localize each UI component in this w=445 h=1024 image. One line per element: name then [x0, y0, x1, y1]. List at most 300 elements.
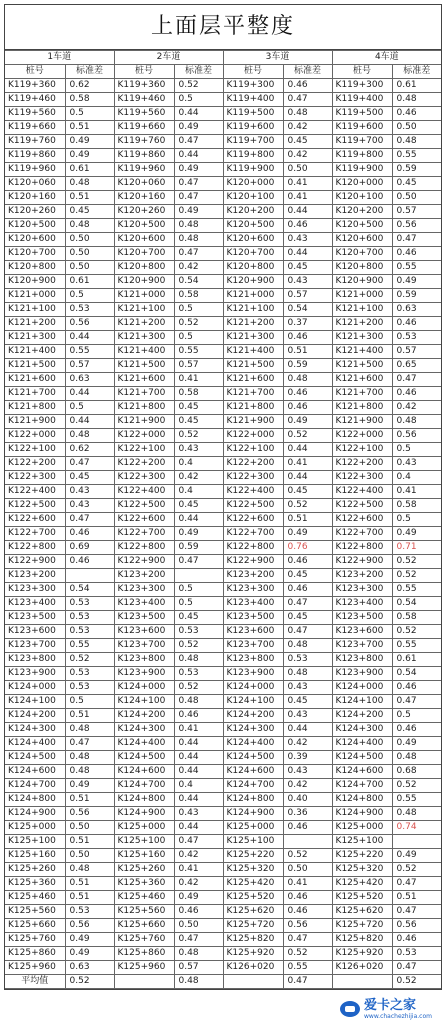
std-value-cell: 0.47: [283, 597, 332, 611]
station-cell: K124+600: [5, 765, 65, 779]
std-value-cell: 0.47: [174, 135, 223, 149]
average-label: [114, 975, 174, 989]
station-cell: K125+360: [5, 877, 65, 891]
std-value-cell: 0.50: [392, 121, 441, 135]
std-value-cell: 0.47: [283, 933, 332, 947]
watermark-url: www.chachezhijia.com: [364, 1012, 433, 1020]
std-value-cell: 0.48: [283, 639, 332, 653]
table-row: [5, 499, 441, 513]
std-value-cell: 0.45: [174, 611, 223, 625]
station-cell: K125+160: [114, 849, 174, 863]
table-row: [5, 695, 441, 709]
station-cell: K124+400: [114, 737, 174, 751]
std-value-cell: 0.41: [283, 191, 332, 205]
station-cell: K123+600: [332, 625, 392, 639]
std-value-cell: 0.46: [174, 709, 223, 723]
lane-3-header: 3车道: [223, 51, 332, 65]
table-row: [5, 289, 441, 303]
table-row: [5, 275, 441, 289]
station-cell: K123+300: [5, 583, 65, 597]
table-row: [5, 191, 441, 205]
lane-1-header: 1车道: [5, 51, 114, 65]
station-cell: K123+200: [114, 569, 174, 583]
std-value-cell: 0.48: [65, 863, 114, 877]
std-value-cell: 0.49: [174, 527, 223, 541]
table-row: [5, 121, 441, 135]
station-cell: K125+260: [5, 863, 65, 877]
station-cell: K124+800: [5, 793, 65, 807]
station-cell: K122+700: [332, 527, 392, 541]
station-cell: K125+160: [5, 849, 65, 863]
std-value-cell: 0.47: [174, 191, 223, 205]
std-value-cell: 0.45: [283, 695, 332, 709]
std-value-cell: 0.48: [283, 107, 332, 121]
table-body: [5, 51, 441, 989]
std-value-cell: 0.52: [392, 625, 441, 639]
station-cell: K119+660: [114, 121, 174, 135]
std-value-cell: 0.44: [174, 513, 223, 527]
std-value-cell: 0.51: [65, 709, 114, 723]
std-value-cell: 0.4: [174, 457, 223, 471]
station-cell: K124+600: [223, 765, 283, 779]
std-value-cell: 0.47: [392, 905, 441, 919]
station-cell: K125+660: [114, 919, 174, 933]
std-value-cell: 0.49: [392, 849, 441, 863]
std-value-cell: 0.71: [392, 541, 441, 555]
std-value-cell: 0.59: [392, 289, 441, 303]
table-row: [5, 485, 441, 499]
table-row: [5, 331, 441, 345]
station-cell: K121+800: [114, 401, 174, 415]
station-cell: K121+600: [5, 373, 65, 387]
station-cell: K125+000: [223, 821, 283, 835]
std-value-cell: 0.5: [174, 583, 223, 597]
station-cell: K121+100: [5, 303, 65, 317]
station-cell: K123+400: [114, 597, 174, 611]
std-value-cell: 0.54: [283, 303, 332, 317]
station-cell: K120+100: [223, 191, 283, 205]
std-value-cell: 0.5: [65, 695, 114, 709]
std-value-cell: 0.46: [283, 891, 332, 905]
table-row: [5, 737, 441, 751]
station-cell: K119+460: [5, 93, 65, 107]
station-header: 桩号: [114, 65, 174, 79]
std-value-cell: 0.44: [65, 387, 114, 401]
station-cell: K121+900: [5, 415, 65, 429]
station-cell: K124+200: [114, 709, 174, 723]
std-value-cell: 0.52: [174, 317, 223, 331]
station-cell: K122+200: [332, 457, 392, 471]
std-value-cell: 0.42: [283, 149, 332, 163]
station-cell: K120+800: [332, 261, 392, 275]
station-cell: K124+500: [5, 751, 65, 765]
std-value-cell: 0.44: [283, 443, 332, 457]
std-value-cell: 0.42: [174, 471, 223, 485]
station-cell: K125+760: [5, 933, 65, 947]
station-cell: K121+500: [223, 359, 283, 373]
std-value-cell: 0.46: [283, 219, 332, 233]
station-cell: K121+500: [5, 359, 65, 373]
station-cell: K120+900: [114, 275, 174, 289]
station-cell: K122+000: [114, 429, 174, 443]
lane-2-header: 2车道: [114, 51, 223, 65]
station-cell: K122+500: [332, 499, 392, 513]
station-cell: K123+500: [223, 611, 283, 625]
std-value-cell: 0.47: [283, 93, 332, 107]
station-cell: K122+200: [5, 457, 65, 471]
station-cell: K125+000: [5, 821, 65, 835]
std-value-cell: 0.49: [392, 275, 441, 289]
std-value-cell: 0.50: [65, 821, 114, 835]
table-row: [5, 751, 441, 765]
std-value-cell: 0.49: [65, 933, 114, 947]
std-value-cell: 0.48: [174, 695, 223, 709]
report-title: 上面层平整度: [5, 5, 441, 50]
std-value-cell: 0.56: [392, 219, 441, 233]
std-value-cell: 0.5: [174, 93, 223, 107]
std-value-cell: 0.48: [65, 429, 114, 443]
station-cell: K125+520: [332, 891, 392, 905]
station-cell: K125+360: [114, 877, 174, 891]
station-cell: K123+300: [332, 583, 392, 597]
station-cell: K122+900: [223, 555, 283, 569]
table-row: [5, 429, 441, 443]
std-value-cell: 0.45: [65, 205, 114, 219]
station-cell: K122+300: [5, 471, 65, 485]
station-cell: K122+300: [332, 471, 392, 485]
station-cell: K119+700: [332, 135, 392, 149]
std-value-cell: 0.57: [174, 961, 223, 975]
table-row: [5, 247, 441, 261]
station-cell: K125+860: [5, 947, 65, 961]
std-value-cell: 0.4: [392, 471, 441, 485]
std-value-cell: 0.61: [65, 275, 114, 289]
std-value-cell: 0.47: [65, 737, 114, 751]
station-cell: K119+760: [114, 135, 174, 149]
station-cell: K121+700: [114, 387, 174, 401]
std-value-cell: 0.47: [174, 177, 223, 191]
std-value-cell: 0.43: [65, 485, 114, 499]
std-value-cell: 0.56: [283, 919, 332, 933]
station-cell: K125+920: [332, 947, 392, 961]
station-cell: K124+500: [332, 751, 392, 765]
table-row: [5, 205, 441, 219]
station-cell: K124+400: [5, 737, 65, 751]
std-value-cell: 0.53: [65, 905, 114, 919]
std-value-cell: 0.36: [283, 807, 332, 821]
std-value-cell: 0.46: [392, 247, 441, 261]
station-cell: K120+700: [332, 247, 392, 261]
station-cell: K123+900: [332, 667, 392, 681]
std-value-cell: 0.45: [174, 415, 223, 429]
std-value-cell: 0.69: [65, 541, 114, 555]
std-value-cell: 0.45: [283, 569, 332, 583]
std-value-cell: 0.42: [174, 261, 223, 275]
station-cell: K122+700: [5, 527, 65, 541]
table-row: [5, 457, 441, 471]
station-cell: K120+900: [5, 275, 65, 289]
station-cell: K125+320: [332, 863, 392, 877]
std-value-cell: 0.50: [283, 863, 332, 877]
std-value-cell: 0.47: [65, 457, 114, 471]
station-cell: K123+800: [223, 653, 283, 667]
std-value-cell: 0.5: [65, 401, 114, 415]
station-cell: K120+900: [223, 275, 283, 289]
std-value-cell: 0.44: [65, 331, 114, 345]
std-value-cell: 0.5: [65, 289, 114, 303]
std-value-cell: 0.46: [283, 555, 332, 569]
station-cell: K122+700: [223, 527, 283, 541]
std-value-cell: 0.53: [174, 667, 223, 681]
std-value-cell: 0.47: [392, 233, 441, 247]
std-value-cell: 0.55: [392, 793, 441, 807]
station-cell: K123+500: [114, 611, 174, 625]
std-value-cell: 0.55: [283, 961, 332, 975]
std-value-cell: 0.40: [283, 793, 332, 807]
station-cell: K125+820: [223, 933, 283, 947]
station-cell: K124+300: [223, 723, 283, 737]
station-cell: K125+860: [114, 947, 174, 961]
std-value-cell: 0.46: [174, 905, 223, 919]
station-cell: K120+700: [223, 247, 283, 261]
table-row: [5, 821, 441, 835]
station-cell: K121+500: [332, 359, 392, 373]
std-value-cell: 0.54: [65, 583, 114, 597]
station-cell: K120+600: [223, 233, 283, 247]
std-value-cell: 0.46: [65, 555, 114, 569]
car-icon: [340, 1001, 360, 1017]
station-cell: K120+260: [114, 205, 174, 219]
table-row: [5, 639, 441, 653]
std-value-cell: 0.4: [174, 779, 223, 793]
table-row: [5, 947, 441, 961]
std-value-cell: 0.52: [283, 947, 332, 961]
std-value-cell: 0.43: [283, 275, 332, 289]
station-cell: K122+800: [5, 541, 65, 555]
table-row: [5, 919, 441, 933]
std-value-cell: 0.42: [283, 779, 332, 793]
table-row: [5, 569, 441, 583]
station-cell: K122+100: [332, 443, 392, 457]
station-cell: K121+100: [332, 303, 392, 317]
std-value-cell: 0.46: [283, 387, 332, 401]
std-value-cell: 0.44: [174, 751, 223, 765]
station-cell: K125+220: [223, 849, 283, 863]
station-cell: K126+020: [223, 961, 283, 975]
std-value-cell: 0.48: [65, 219, 114, 233]
std-value-cell: 0.47: [174, 555, 223, 569]
average-label: [332, 975, 392, 989]
std-value-cell: 0.51: [65, 191, 114, 205]
station-cell: K122+100: [114, 443, 174, 457]
std-value-cell: 0.52: [392, 863, 441, 877]
std-value-cell: 0.46: [283, 79, 332, 93]
table-row: [5, 107, 441, 121]
station-cell: K126+020: [332, 961, 392, 975]
std-value-cell: 0.50: [65, 247, 114, 261]
std-value-cell: 0.46: [392, 723, 441, 737]
std-value-cell: 0.50: [392, 191, 441, 205]
std-value-cell: 0.48: [174, 219, 223, 233]
station-cell: K122+800: [223, 541, 283, 555]
station-cell: K119+900: [223, 163, 283, 177]
station-cell: K123+700: [332, 639, 392, 653]
table-row: [5, 779, 441, 793]
std-value-cell: 0.52: [283, 499, 332, 513]
station-cell: K122+900: [5, 555, 65, 569]
std-value-cell: [174, 569, 223, 583]
std-value-cell: 0.50: [65, 261, 114, 275]
std-value-cell: 0.45: [174, 401, 223, 415]
std-value-cell: 0.44: [283, 471, 332, 485]
std-value-cell: 0.45: [283, 261, 332, 275]
station-cell: K122+900: [332, 555, 392, 569]
std-value-cell: 0.62: [65, 79, 114, 93]
std-value-cell: 0.54: [392, 667, 441, 681]
table-row: [5, 849, 441, 863]
std-value-cell: 0.58: [392, 611, 441, 625]
station-cell: K123+400: [5, 597, 65, 611]
std-value-cell: 0.50: [65, 849, 114, 863]
station-cell: K124+100: [5, 695, 65, 709]
std-value-cell: [283, 835, 332, 849]
table-row: [5, 163, 441, 177]
table-row: [5, 443, 441, 457]
std-value-cell: 0.50: [283, 163, 332, 177]
station-cell: K125+760: [114, 933, 174, 947]
station-cell: K122+500: [223, 499, 283, 513]
table-row: [5, 317, 441, 331]
std-value-cell: 0.49: [65, 779, 114, 793]
station-cell: K120+700: [5, 247, 65, 261]
station-cell: K124+300: [5, 723, 65, 737]
average-row: [5, 975, 441, 989]
std-value-cell: 0.52: [392, 779, 441, 793]
std-value-cell: [392, 835, 441, 849]
std-value-cell: 0.57: [392, 345, 441, 359]
station-cell: K119+560: [5, 107, 65, 121]
average-value: 0.52: [65, 975, 114, 989]
std-value-cell: 0.45: [283, 611, 332, 625]
station-cell: K119+300: [332, 79, 392, 93]
std-value-cell: 0.5: [174, 597, 223, 611]
std-value-cell: 0.41: [174, 723, 223, 737]
std-value-cell: 0.51: [283, 513, 332, 527]
std-value-cell: 0.76: [283, 541, 332, 555]
station-cell: K120+100: [332, 191, 392, 205]
std-value-cell: 0.53: [65, 681, 114, 695]
std-value-cell: 0.41: [283, 177, 332, 191]
std-value-cell: 0.49: [65, 149, 114, 163]
std-value-cell: 0.49: [65, 947, 114, 961]
station-cell: K121+000: [223, 289, 283, 303]
std-value-cell: 0.43: [283, 233, 332, 247]
std-value-cell: 0.48: [65, 177, 114, 191]
station-cell: K119+760: [5, 135, 65, 149]
station-cell: K120+500: [332, 219, 392, 233]
station-cell: K123+600: [223, 625, 283, 639]
std-value-cell: 0.59: [283, 359, 332, 373]
station-cell: K122+600: [5, 513, 65, 527]
std-value-cell: 0.48: [392, 135, 441, 149]
station-cell: K123+400: [223, 597, 283, 611]
station-cell: K121+800: [332, 401, 392, 415]
station-cell: K123+200: [5, 569, 65, 583]
std-value-cell: 0.53: [174, 625, 223, 639]
std-value-cell: 0.54: [392, 597, 441, 611]
report-sheet: [4, 4, 442, 990]
station-cell: K124+700: [223, 779, 283, 793]
table-row: [5, 807, 441, 821]
station-cell: K122+200: [223, 457, 283, 471]
std-value-cell: 0.47: [174, 933, 223, 947]
std-value-cell: 0.41: [174, 863, 223, 877]
std-value-cell: 0.53: [392, 947, 441, 961]
station-cell: K119+400: [332, 93, 392, 107]
table-row: [5, 667, 441, 681]
std-value-cell: 0.63: [392, 303, 441, 317]
std-value-cell: 0.58: [174, 289, 223, 303]
station-cell: K124+300: [114, 723, 174, 737]
table-row: [5, 149, 441, 163]
std-value-cell: 0.52: [283, 849, 332, 863]
std-value-cell: 0.46: [392, 107, 441, 121]
std-value-cell: 0.45: [283, 135, 332, 149]
station-cell: K122+300: [114, 471, 174, 485]
std-value-cell: 0.5: [174, 303, 223, 317]
station-cell: K121+000: [114, 289, 174, 303]
station-cell: K121+300: [223, 331, 283, 345]
std-value-cell: 0.57: [174, 359, 223, 373]
table-row: [5, 261, 441, 275]
std-value-cell: 0.39: [283, 751, 332, 765]
average-value: 0.47: [283, 975, 332, 989]
station-cell: K121+800: [223, 401, 283, 415]
std-value-cell: 0.63: [65, 373, 114, 387]
station-cell: K121+200: [223, 317, 283, 331]
station-cell: K121+600: [114, 373, 174, 387]
station-cell: K119+500: [332, 107, 392, 121]
station-cell: K125+460: [5, 891, 65, 905]
station-cell: K122+600: [332, 513, 392, 527]
station-cell: K124+000: [5, 681, 65, 695]
station-cell: K121+200: [332, 317, 392, 331]
std-value-cell: 0.56: [65, 807, 114, 821]
station-cell: K122+400: [332, 485, 392, 499]
station-cell: K125+420: [332, 877, 392, 891]
station-cell: K125+960: [114, 961, 174, 975]
watermark-brand: 爱卡之家: [364, 997, 417, 1013]
station-cell: K124+600: [332, 765, 392, 779]
station-cell: K125+420: [223, 877, 283, 891]
std-value-cell: 0.49: [174, 891, 223, 905]
column-header-row: [5, 65, 441, 79]
station-cell: K123+600: [114, 625, 174, 639]
station-cell: K121+000: [5, 289, 65, 303]
table-row: [5, 373, 441, 387]
std-value-cell: 0.63: [65, 961, 114, 975]
std-value-cell: 0.68: [392, 765, 441, 779]
std-value-cell: 0.51: [65, 877, 114, 891]
std-value-cell: 0.53: [283, 653, 332, 667]
std-value-cell: 0.49: [65, 135, 114, 149]
station-cell: K125+260: [114, 863, 174, 877]
std-value-cell: 0.50: [174, 919, 223, 933]
station-cell: K123+500: [332, 611, 392, 625]
station-cell: K123+200: [332, 569, 392, 583]
std-value-cell: 0.56: [392, 919, 441, 933]
table-row: [5, 933, 441, 947]
